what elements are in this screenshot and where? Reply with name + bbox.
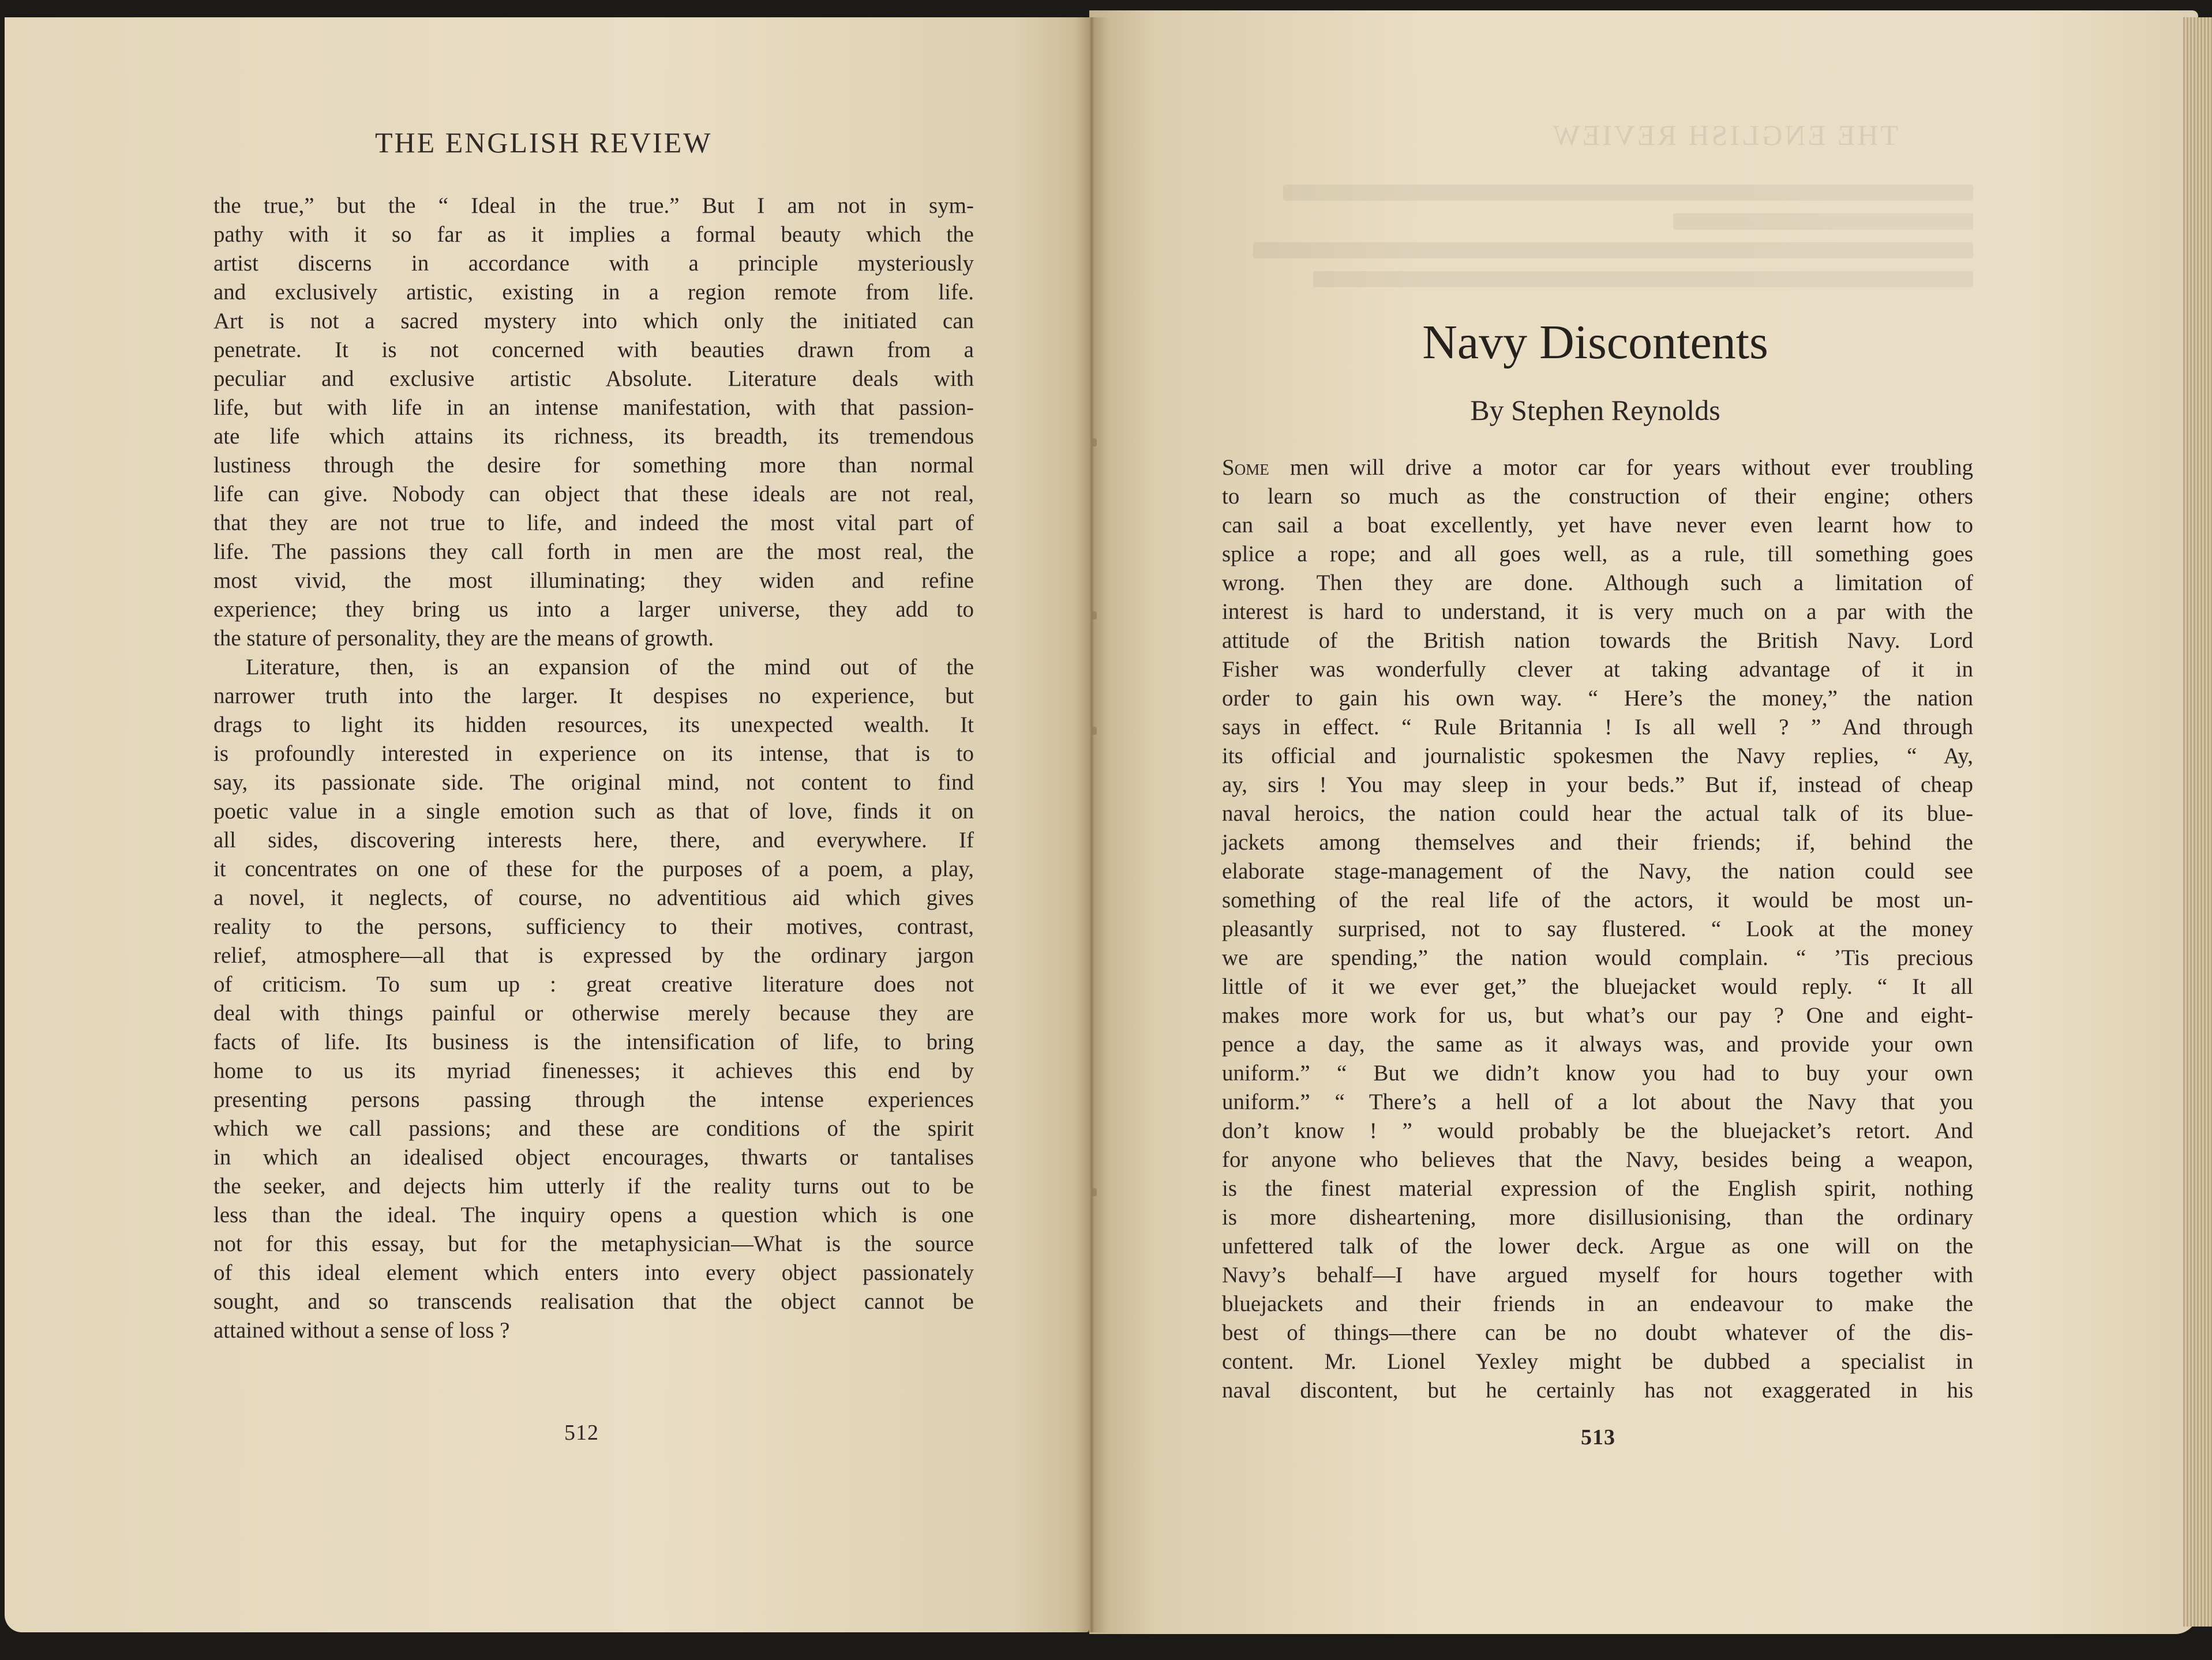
text-line: reality to the persons, sufficiency to their motives, contrast, — [213, 914, 974, 939]
text-line: life. The passions they call forth in men are the most real, the — [213, 539, 974, 564]
text-line: drags to light its hidden resources, its unexpected wealth. It — [213, 712, 974, 737]
text-line: jackets among themselves and their friends; if, behind the — [1222, 830, 1973, 855]
text-line: makes more work for us, but what’s our pay ? One and eight- — [1222, 1003, 1973, 1028]
text-line: something of the real life of the actors, it would be most un- — [1222, 888, 1973, 912]
text-line: pathy with it so far as it implies a formal beauty which the — [213, 222, 974, 247]
text-line: ate life which attains its richness, its breadth, its tremendous — [213, 424, 974, 449]
text-line: relief, atmosphere—all that is expressed by the ordinary jargon — [213, 943, 974, 968]
first-line-rest: men will drive a motor car for years without ever troubling — [1269, 455, 1973, 480]
text-line: life, but with life in an intense manifestation, with that passion- — [213, 395, 974, 420]
text-line: narrower truth into the larger. It despises no experience, but — [213, 683, 974, 708]
text-line: is profoundly interested in experience on its intense, that is to — [213, 741, 974, 766]
text-line: sought, and so transcends realisation that the object cannot be — [213, 1289, 974, 1314]
text-line: is the finest material expression of the English spirit, nothing — [1222, 1176, 1973, 1201]
page-number-right: 513 — [1581, 1425, 1615, 1449]
text-line: naval discontent, but he certainly has not exaggerated in his — [1222, 1378, 1973, 1403]
text-line: of criticism. To sum up : great creative literature does not — [213, 972, 974, 997]
binding-mark — [1092, 611, 1097, 619]
text-line: don’t know ! ” would probably be the bluejacket’s retort. And — [1222, 1118, 1973, 1143]
page-number-left: 512 — [564, 1421, 599, 1445]
text-line: its official and journalistic spokesmen the Navy replies, “ Ay, — [1222, 743, 1973, 768]
text-line: says in effect. “ Rule Britannia ! Is all well ? ” And through — [1222, 715, 1973, 739]
text-line: poetic value in a single emotion such as that of love, finds it on — [213, 799, 974, 824]
text-line: is more disheartening, more disillusionising, than the ordinary — [1222, 1205, 1973, 1230]
text-line: home to us its myriad finenesses; it achieves this end by — [213, 1058, 974, 1083]
text-line: for anyone who believes that the Navy, besides being a weapon, — [1222, 1147, 1973, 1172]
text-line: penetrate. It is not concerned with beauties drawn from a — [213, 337, 974, 362]
text-line: lustiness through the desire for something more than normal — [213, 453, 974, 478]
text-line: most vivid, the most illuminating; they widen and refine — [213, 568, 974, 593]
text-line: interest is hard to understand, it is very much on a par with the — [1222, 599, 1973, 624]
text-line: facts of life. Its business is the intensification of life, to bring — [213, 1030, 974, 1054]
text-line: uniform.” “ But we didn’t know you had to buy your own — [1222, 1061, 1973, 1086]
text-line: a novel, it neglects, of course, no adventitious aid which gives — [213, 885, 974, 910]
text-line: attained without a sense of loss ? — [213, 1318, 510, 1343]
text-line: content. Mr. Lionel Yexley might be dubbed a specialist in — [1222, 1349, 1973, 1374]
text-line: experience; they bring us into a larger universe, they add to — [213, 597, 974, 622]
text-line: all sides, discovering interests here, there, and everywhere. If — [213, 828, 974, 852]
text-line: and exclusively artistic, existing in a region remote from life. — [213, 280, 974, 305]
running-head: THE ENGLISH REVIEW — [375, 126, 713, 159]
text-line: to learn so much as the construction of their engine; others — [1222, 484, 1973, 509]
text-line: deal with things painful or otherwise merely because they are — [213, 1001, 974, 1026]
book-gutter — [1074, 17, 1109, 1632]
text-line: order to gain his own way. “ Here’s the money,” the nation — [1222, 686, 1973, 711]
text-line: less than the ideal. The inquiry opens a question which is one — [213, 1203, 974, 1227]
text-line: splice a rope; and all goes well, as a rule, till something goes — [1222, 542, 1973, 566]
text-line: Art is not a sacred mystery into which only the initiated can — [213, 309, 974, 333]
left-body-text — [213, 191, 974, 1345]
text-line: wrong. Then they are done. Although such a limitation of — [1222, 570, 1973, 595]
text-line: Literature, then, is an expansion of the mind out of the — [246, 655, 974, 679]
text-line: pleasantly surprised, not to say flustered. “ Look at the money — [1222, 917, 1973, 941]
text-line: bluejackets and their friends in an endeavour to make the — [1222, 1291, 1973, 1316]
text-line: the stature of personality, they are the means of growth. — [213, 626, 714, 651]
text-line: unfettered talk of the lower deck. Argue as one will on the — [1222, 1234, 1973, 1259]
text-line: it concentrates on one of these for the purposes of a poem, a play, — [213, 857, 974, 881]
text-line: not for this essay, but for the metaphysician—What is the source — [213, 1231, 974, 1256]
text-line: artist discerns in accordance with a principle mysteriously — [213, 251, 974, 276]
binding-mark — [1092, 727, 1097, 735]
text-line: naval heroics, the nation could hear the actual talk of its blue- — [1222, 801, 1973, 826]
text-line: presenting persons passing through the intense experiences — [213, 1087, 974, 1112]
binding-mark — [1092, 438, 1097, 446]
page-edges — [2183, 17, 2212, 1627]
text-line: can sail a boat excellently, yet have never even learnt how to — [1222, 513, 1973, 538]
show-through-running-head: THE ENGLISH REVIEW — [1550, 119, 1898, 151]
text-line: the seeker, and dejects him utterly if the reality turns out to be — [213, 1174, 974, 1199]
drop-smallcaps-word: Some — [1222, 455, 1269, 480]
text-line: elaborate stage-management of the Navy, the nation could see — [1222, 859, 1973, 884]
text-line: that they are not true to life, and indeed the most vital part of — [213, 510, 974, 535]
text-line: ay, sirs ! You may sleep in your beds.” But if, instead of cheap — [1222, 772, 1973, 797]
text-line: pence a day, the same as it always was, and provide your own — [1222, 1032, 1973, 1057]
text-line: the true,” but the “ Ideal in the true.” But I am not in sym- — [213, 193, 974, 218]
text-line: we are spending,” the nation would complain. “ ’Tis precious — [1222, 945, 1973, 970]
text-line: which we call passions; and these are conditions of the spirit — [213, 1116, 974, 1141]
text-line: attitude of the British nation towards the British Navy. Lord — [1222, 628, 1973, 653]
text-line: say, its passionate side. The original mind, not content to find — [213, 770, 974, 795]
article-title: Navy Discontents — [1422, 316, 1768, 369]
right-body-text — [1222, 453, 1973, 1405]
text-line: of this ideal element which enters into every object passionately — [213, 1260, 974, 1285]
text-line: best of things—there can be no doubt whatever of the dis- — [1222, 1320, 1973, 1345]
text-line: uniform.” “ There’s a hell of a lot about the Navy that you — [1222, 1090, 1973, 1114]
binding-mark — [1092, 1188, 1097, 1196]
article-byline: By Stephen Reynolds — [1470, 394, 1720, 426]
show-through-text — [1223, 185, 1973, 300]
text-line: life can give. Nobody can object that these ideals are not real, — [213, 482, 974, 506]
text-line: Fisher was wonderfully clever at taking advantage of it in — [1222, 657, 1973, 682]
text-line — [1222, 453, 1973, 482]
text-line: little of it we ever get,” the bluejacket would reply. “ It all — [1222, 974, 1973, 999]
text-line: peculiar and exclusive artistic Absolute. Literature deals with — [213, 366, 974, 391]
text-line: in which an idealised object encourages, thwarts or tantalises — [213, 1145, 974, 1170]
text-line: Navy’s behalf—I have argued myself for hours together with — [1222, 1263, 1973, 1287]
